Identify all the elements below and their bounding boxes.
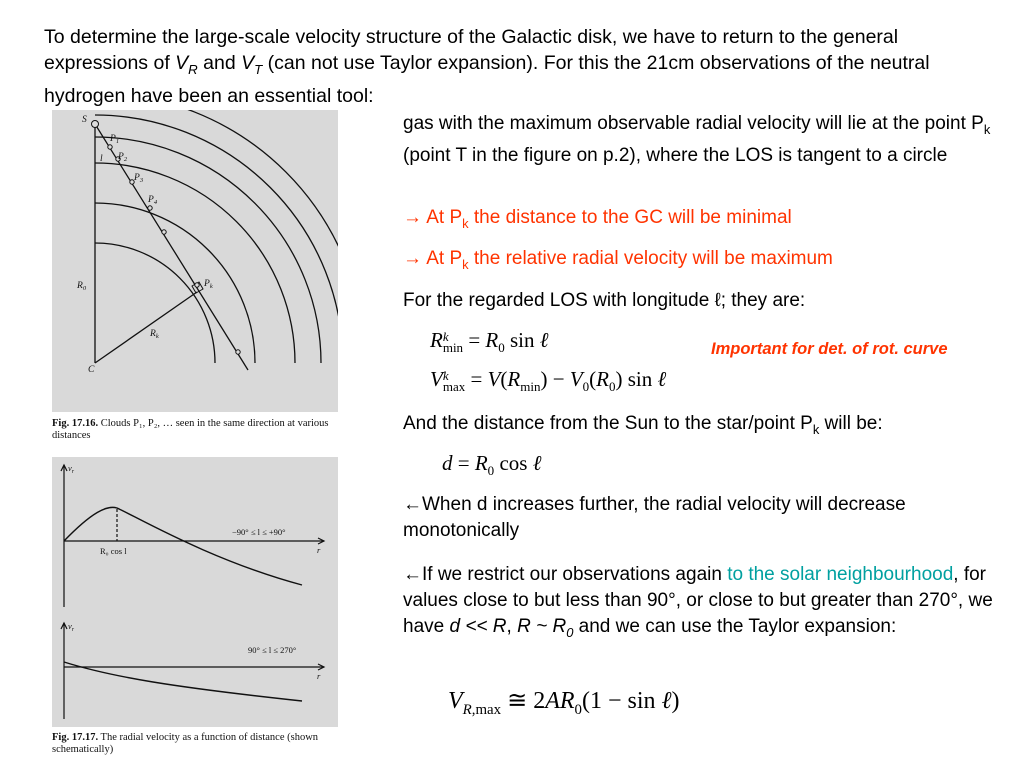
label-p2: $P_2$	[118, 152, 128, 163]
equation-taylor: $V_{R,max}$ ≅ $2AR_0(1 - \sin$ ℓ)	[448, 688, 680, 718]
bottom-axis-vr: $v_r$	[68, 621, 75, 633]
link-solar-neighbourhood: to the solar neighbourhood	[727, 564, 954, 585]
para-distance-sun: And the distance from the Sun to the star/point $P_k$ will be:	[403, 413, 883, 437]
label-p4: $P_4$	[148, 195, 158, 206]
intro-text-2: (can not use Taylor expansion). For this the 21cm observations of the neutral hydrogen have been an essential tool:	[44, 52, 930, 107]
vt-symbol: $V_T$	[241, 52, 263, 77]
bullet-distance-minimal: → At $P_k$ the distance to the GC will be minimal	[403, 207, 792, 231]
intro-and: and	[197, 52, 242, 74]
circle-arc-k	[95, 243, 215, 363]
top-axis-vr: $v_r$	[68, 463, 75, 475]
vr-symbol: $V_R$	[175, 52, 198, 77]
top-marker-label: R₀ cos l	[100, 546, 127, 556]
label-l: l	[100, 154, 103, 164]
label-r0: $R_0$	[77, 281, 87, 292]
label-p3: $P_3$	[134, 173, 144, 184]
galactic-geometry-diagram	[52, 110, 338, 412]
label-c: C	[88, 365, 95, 375]
bottom-range-label: 90° ≤ l ≤ 270°	[248, 645, 297, 655]
para-regarded-los: For the regarded LOS with longitude ℓ; they are:	[403, 290, 806, 311]
label-pk: $P_k$	[204, 279, 213, 290]
intro-paragraph	[44, 24, 994, 109]
equation-rmin: R k min = $R_0$ sin ℓ	[430, 328, 549, 356]
figure-17-17-caption: Fig. 17.17. The radial velocity as a function of distance (shown schematically)	[52, 732, 319, 755]
para-max-velocity: gas with the maximum observable radial velocity will lie at the point $P_k$ (point T in the figure on p.2), where the LOS is tangent to a circle	[403, 113, 991, 166]
figure-17-16	[52, 110, 338, 412]
label-rk: $R_k$	[150, 329, 159, 340]
top-axis-r: r	[317, 545, 321, 555]
important-note: Important for det. of rot. curve	[711, 340, 948, 358]
equation-vmax: V k max = $V(R_{min}) - V_0(R_0)$ sin ℓ	[430, 367, 667, 395]
figure-17-16-caption: Fig. 17.16. Clouds P₁, P₂, … seen in the same direction at various distances	[52, 418, 329, 441]
radial-velocity-plots	[52, 457, 338, 727]
bottom-axis-r: r	[317, 671, 321, 681]
label-s: S	[82, 115, 87, 125]
bullet-velocity-maximum: → At $P_k$ the relative radial velocity will be maximum	[403, 248, 833, 272]
sun-point	[92, 121, 99, 128]
equation-distance: $d = R_0$ cos ℓ	[442, 451, 542, 479]
figure-17-17	[52, 457, 338, 727]
bottom-curve	[64, 662, 302, 701]
rk-line	[95, 292, 197, 363]
para-monotonic: ←When d increases further, the radial velocity will decrease monotonically	[403, 494, 906, 541]
label-p1: $P_1$	[110, 134, 120, 145]
intro-text-1: To determine the large-scale velocity structure of the Galactic disk, we have to return to the general expressions of	[44, 26, 899, 74]
top-range-label: −90° ≤ l ≤ +90°	[232, 527, 286, 537]
para-solar-neighbourhood: ←If we restrict our observations again to the solar neighbourhood, for values close to but less than 90°, or close to but greater than 270°, we have d << R, R ~ $R_0$ and we can use the Taylor expansion:	[403, 564, 993, 640]
